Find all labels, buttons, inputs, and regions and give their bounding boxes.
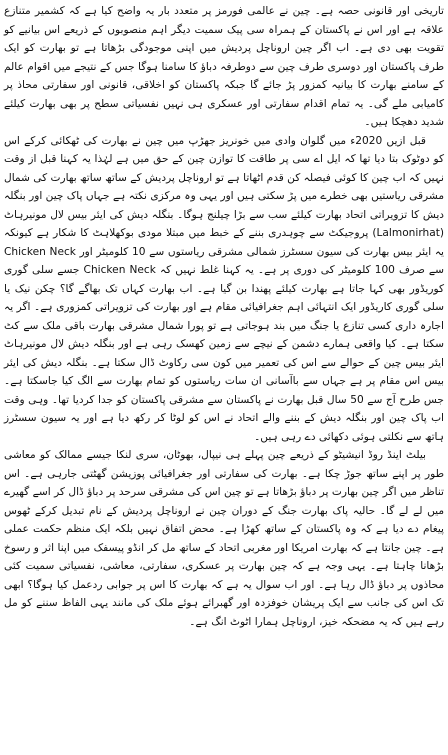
article-paragraph: قبل ازیں 2020ء میں گلوان وادی میں خونریز جھڑپ میں چین نے بھارت کی ٹھکائی کرکے اس کو دوٹوک بتا دیا تھا کہ ایل اے سی پر طاقت کا توازن چین کے حق میں ہے لہٰذا یہ کہنا قبل از وقت نہیں کہ اب چین کا کوئی فیصلہ کن قدم اٹھاتا ہے تو اروناچل پردیش کے ساتھ ساتھ بھارت کی شمال مشرقی ریاستیں بھی خطرے میں پڑ سکتی ہیں اور یہی وہ مرکزی نکتہ ہے جہاں پاک چین اور بنگلہ دیش کا تزویراتی اتحاد بھارت کیلئے سب سے بڑا چیلنج ہوگا۔ بنگلہ دیش کی ایئر بیس لال مونیرہاٹ (Lalmonirhat) پروجیکٹ سے چوہدری بننے کے خبط میں مبتلا مودی بوکھلاہٹ کا شکار ہے کیونکہ یہ ایئر بیس بھارت کی سیون سسٹرز شمالی مشرقی ریاستوں سے 10 کلومیٹر اور Chicken Neck سے صرف 100 کلومیٹر کی دوری پر ہے۔ یہ کہنا غلط نہیں کہ Chicken Neck جسے سلی گوری کوریڈور بھی کہا جاتا ہے بھارت کیلئے پھندا بن گیا ہے۔ اب بھارت کہاں تک بھاگے گا؟ چکن نیک یا سلی گوری کاریڈور ایک انتہائی اہم جغرافیائی مقام ہے اور بھارت کی تزویراتی کمزوری ہے۔ اگر یہ اجارہ داری کسی تنازع یا جنگ میں بند ہوجاتی ہے تو پورا شمال مشرقی بھارت باقی ملک سے کٹ سکتا ہے۔ کیا واقعی ہمارے دشمن کے نیچے سے زمین کھسک رہی ہے اور بنگلہ دیش لال مونیرہاٹ ایئر بیس چین کے حوالے سے اس کی تعمیر میں کون سی رکاوٹ ڈال سکتا ہے۔ بنگلہ دیش کی ایئر بیس اس مقام پر ہے جہاں سے باآسانی ان سات ریاستوں کو تمام بھارت سے الگ کیا جاسکتا ہے۔ جس طرح آج سے 50 سال قبل بھارت نے پاکستان سے مشرقی پاکستان کو جدا کردیا تھا۔ وہی وقت اب پاک چین اور بنگلہ دیش کے بننے والے اتحاد نے اس کو لوٹا کر رکھ دیا ہے اور یہ سیون سسٹرز ہاتھ سے نکلتی ہوئی دکھائی دے رہی ہیں۔ bbox=[4, 134, 445, 443]
article-paragraph: بیلٹ اینڈ روڈ انیشیٹو کے ذریعے چین پہلے ہی نیپال، بھوٹان، سری لنکا جیسے ممالک کو معاشی طور پر اپنے ساتھ جوڑ چکا ہے۔ بھارت کی سفارتی اور جغرافیائی پوزیشن گھٹتی جارہی ہے۔ اس تناظر میں اگر چین بھارت پر دباؤ بڑھاتا ہے تو چین اس کی مشرقی سرحد پر دباؤ ڈال کر اسے گھیرے میں لے لے گا۔ حالیہ پاک بھارت جنگ کے دوران چین نے اروناچل پردیش کے نام تبدیل کرکے ٹھوس پیغام دے دیا ہے کہ وہ پاکستان کے ساتھ کھڑا ہے۔ محض اتفاق نہیں بلکہ ایک منظم حکمت عملی ہے۔ چین جانتا ہے کہ بھارت امریکا اور مغربی اتحاد کے ساتھ مل کر انڈو پیسفک میں اپنا اثر و رسوخ بڑھانا چاہتا ہے۔ یہی وجہ ہے کہ چین بھارت پر عسکری، سفارتی، معاشی، نفسیاتی سمیت کئی محاذوں پر دباؤ ڈال رہا ہے۔ اور اب سوال یہ ہے کہ بھارت کا اس پر جوابی ردعمل کیا ہوگا؟ ابھی تک اس کی جانب سے ایک پریشان خوفزدہ اور گھبرائے ہوئے ملک کی مانند یہی الفاظ سننے کو مل رہے ہیں کہ یہ مضحکہ خیز، اروناچل ہمارا اٹوٹ انگ ہے۔ bbox=[4, 449, 444, 628]
article-paragraph: تاریخی اور قانونی حصہ ہے۔ چین نے عالمی فورمز پر متعدد بار یہ واضح کیا ہے کہ کشمیر متنازع علاقہ ہے اور اس نے پاکستان کے ہمراہ سی پیک سمیت دیگر اہم منصوبوں کے ذریعے اس بیانیے کو تقویت بھی دی ہے۔ اب اگر چین اروناچل پردیش میں اپنی موجودگی بڑھاتا ہے تو بھارت کو ایک طرف پاکستان اور دوسری طرف چین سے دوطرفہ دباؤ کا سامنا ہوگا جس کے نتیجے میں اقوام عالم کے سامنے بھارت کا بیانیہ کمزور پڑ جائے گا جبکہ پاکستان کو اخلاقی، قانونی اور سفارتی محاذ پر کامیابی ملے گی۔ یہ تمام اقدام سفارتی اور عسکری ہی نہیں نفسیاتی سطح پر بھی بھارت کیلئے شدید دھچکا ہیں۔ bbox=[4, 5, 444, 128]
